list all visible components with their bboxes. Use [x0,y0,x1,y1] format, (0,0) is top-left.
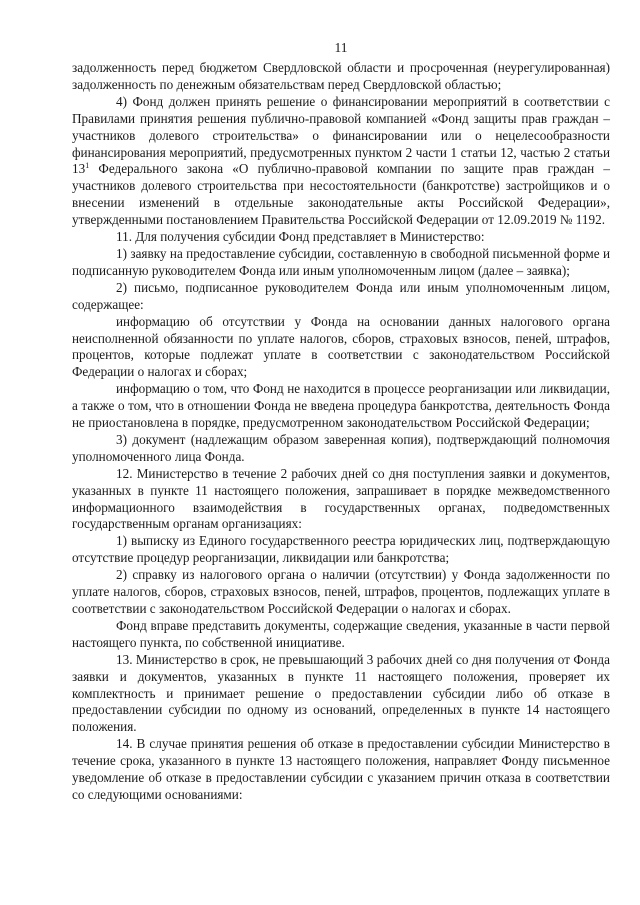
paragraph-clause-12-item-2: 2) справку из налогового органа о наличии (отсутствии) у Фонда задолженности по уплате налогов, сборов, страховых взносов, пеней, штрафов, процентов, подлежащих уплате в соответствии с законодательством Российской Федерации о налогах и сборах. [72,567,610,616]
page-number: 11 [334,40,348,55]
superscript-marker: 1 [85,161,90,171]
paragraph-clause-11-item-1: 1) заявку на предоставление субсидии, составленную в свободной письменной форме и подписанную руководителем Фонда или иным уполномоченным лицом (далее – заявка); [72,245,610,278]
paragraph-clause-11: 11. Для получения субсидии Фонд представляет в Министерство: [116,229,485,245]
paragraph-clause-12-item-1: 1) выписку из Единого государственного реестра юридических лиц, подтверждающую отсутствие процедур реорганизации, ликвидации или банкротства; [72,533,610,566]
paragraph-item-4-tail: Федерального закона «О публично-правовой компании по защите прав граждан – участников долевого строительства при несостоятельности (банкротстве) застройщиков и о внесении изменений в отдельные законодательные акты Российской Федерации», утвержденными постановлением Правительства Российской Федерации от 12.09.2019 № 1192. [72,161,610,228]
paragraph-reorganization-info: информацию о том, что Фонд не находится в процессе реорганизации или ликвидации, а также о том, что в отношении Фонда не введена процедура банкротства, деятельность Фонда не приостановлена в порядке, предусмотренном законодательством Российской Федерации; [72,381,610,431]
document-body [72,60,610,804]
paragraph-clause-11-item-2: 2) письмо, подписанное руководителем Фонда или иным уполномоченным лицом, содержащее: [72,279,610,312]
paragraph-tax-info: информацию об отсутствии у Фонда на основании данных налогового органа неисполненной обязанности по уплате налогов, сборов, страховых взносов, пеней, штрафов, процентов, которые подлежат уплате в соответствии с законодательством Российской Федерации о налогах и сборах; [72,313,610,380]
paragraph-item-4-text: 4) Фонд должен принять решение о финансировании мероприятий в соответствии с Правилами принятия решения публично-правовой компанией «Фонд защиты прав граждан – участников долевого строительства» о финансировании или о нецелесообразности финансирования мероприятий, предусмотренных пунктом 2 части 1 статьи 12, частью 2 статьи 13 [72,93,610,177]
paragraph-item-4 [72,94,610,229]
paragraph-clause-13: 13. Министерство в срок, не превышающий 3 рабочих дней со дня получения от Фонда заявки и документов, указанных в пункте 11 настоящего положения, проверяет их комплектность и принимает решение о предоставлении субсидии либо об отказе в предоставлении субсидии по одному из оснований, определенных в пункте 14 настоящего положения. [72,651,610,735]
paragraph-debt-continuation: задолженность перед бюджетом Свердловской области и просроченная (неурегулированная) задолженность по денежным обязательствам перед Свердловской областью; [72,60,610,92]
paragraph-clause-14: 14. В случае принятия решения об отказе в предоставлении субсидии Министерство в течение срока, указанного в пункте 13 настоящего положения, направляет Фонду письменное уведомление об отказе в предоставлении субсидии с указанием причин отказа в соответствии со следующими основаниями: [72,736,610,802]
paragraph-own-initiative: Фонд вправе представить документы, содержащие сведения, указанные в части первой настоящего пункта, по собственной инициативе. [72,617,610,650]
paragraph-clause-11-item-3: 3) документ (надлежащим образом заверенная копия), подтверждающий полномочия уполномоченного лица Фонда. [72,431,610,464]
paragraph-clause-12: 12. Министерство в течение 2 рабочих дней со дня поступления заявки и документов, указанных в пункте 11 настоящего положения, запрашивает в порядке межведомственного информационного взаимодействия в государственных органах, подведомственных государственным органам организациях: [72,465,610,532]
